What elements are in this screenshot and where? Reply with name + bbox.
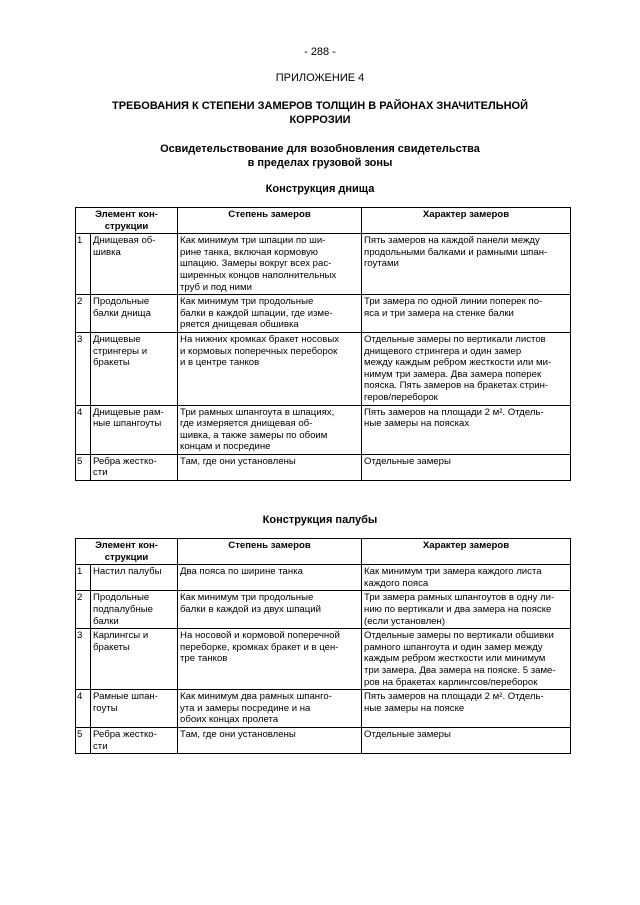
header-nature: Характер замеров [362, 208, 571, 234]
table-deck-structure [75, 538, 571, 754]
cell-line: переборке, кромках бракет и в цен- [180, 641, 339, 653]
cell-line: Рамные шпан- [93, 691, 158, 703]
cell-line: бракеты [93, 357, 130, 369]
cell-line: труб и под ними [180, 281, 252, 293]
nature-cell [362, 454, 571, 480]
element-cell [91, 454, 178, 480]
row-number-cell: 5 [76, 454, 91, 480]
degree-cell [178, 727, 362, 753]
element-cell [91, 629, 178, 690]
table-bottom-structure [75, 207, 571, 481]
cell-line: На носовой и кормовой поперечной [180, 630, 340, 642]
cell-line: балки днища [93, 307, 151, 319]
table-row [76, 690, 571, 728]
subtitle-line: Освидетельствование для возобновления свидетельства [160, 143, 480, 155]
cell-line: ные замеры на пояске [364, 702, 465, 714]
row-number-cell: 3 [76, 332, 91, 405]
section-heading-deck: Конструкция палубы [262, 514, 378, 526]
cell-line: Отдельные замеры [364, 455, 451, 467]
cell-line: Как минимум три замера каждого листа [364, 566, 542, 578]
element-cell [91, 234, 178, 295]
cell-line: концам и посредине [180, 441, 271, 453]
cell-line: ряется днищевая обшивка [180, 319, 299, 331]
subtitle-line: в пределах грузовой зоны [247, 157, 393, 169]
degree-cell [178, 629, 362, 690]
element-cell [91, 295, 178, 333]
row-number-cell: 3 [76, 629, 91, 690]
cell-line: Отдельные замеры по вертикали обшивки [364, 630, 554, 642]
row-number-cell: 4 [76, 690, 91, 728]
nature-cell [362, 727, 571, 753]
cell-line: Как минимум три продольные [180, 592, 314, 604]
cell-line: пояска. Пять замеров на бракетах стрин- [364, 380, 549, 392]
cell-line: Отдельные замеры по вертикали листов [364, 333, 546, 345]
header-degree: Степень замеров [178, 208, 362, 234]
cell-line: Продольные [93, 592, 150, 604]
cell-line: и кормовых поперечных переборок [180, 345, 338, 357]
cell-line: Днищевые [93, 333, 141, 345]
cell-line: стрингеры и [93, 345, 148, 357]
degree-cell [178, 454, 362, 480]
cell-line: Как минимум два рамных шпанго- [180, 691, 332, 703]
document-title [0, 99, 640, 127]
header-element: Элемент кон- струкции [76, 208, 178, 234]
degree-cell [178, 690, 362, 728]
table-row [76, 629, 571, 690]
cell-line: (если установлен) [364, 615, 446, 627]
cell-line: подпалубные [93, 603, 153, 615]
title-line: ТРЕБОВАНИЯ К СТЕПЕНИ ЗАМЕРОВ ТОЛЩИН В РАЙОНАХ ЗНАЧИТЕЛЬНОЙ [111, 100, 529, 112]
cell-line: гоутами [364, 258, 399, 270]
cell-line: где измеряется днищевая об- [180, 418, 313, 430]
row-number-cell: 4 [76, 405, 91, 454]
cell-line: сти [93, 740, 108, 752]
page-number: - 288 - [304, 46, 336, 58]
cell-line: Пять замеров на площади 2 м². Отдель- [364, 691, 544, 703]
cell-line: балки [93, 615, 119, 627]
section-heading-bottom: Конструкция днища [265, 183, 375, 195]
cell-line: днищевого стрингера и один замер [364, 345, 522, 357]
cell-line: ров на бракетах карлингсов/переборок [364, 676, 538, 688]
cell-line: Продольные [93, 296, 150, 308]
degree-cell [178, 591, 362, 629]
element-cell [91, 591, 178, 629]
table-header-row [76, 208, 571, 234]
header-nature: Характер замеров [362, 539, 571, 565]
cell-line: Там, где они установлены [180, 455, 296, 467]
cell-line: Пять замеров на площади 2 м². Отдель- [364, 406, 544, 418]
cell-line: Настил палубы [93, 566, 162, 578]
degree-cell [178, 405, 362, 454]
cell-line: тре танков [180, 653, 228, 665]
row-number-cell: 2 [76, 295, 91, 333]
cell-line: Три рамных шпангоута в шпациях, [180, 406, 335, 418]
row-number-cell: 1 [76, 234, 91, 295]
cell-line: нию по вертикали и два замера на пояске [364, 603, 552, 615]
cell-line: Днищевая об- [93, 235, 156, 247]
cell-line: шивка, а также замеры по обоим [180, 429, 328, 441]
cell-line: Три замера рамных шпангоутов в одну ли- [364, 592, 555, 604]
cell-line: Днищевые рам- [93, 406, 164, 418]
cell-line: шивка [93, 246, 121, 258]
table-row [76, 454, 571, 480]
element-cell [91, 405, 178, 454]
degree-cell [178, 565, 362, 591]
table-row [76, 405, 571, 454]
element-cell [91, 565, 178, 591]
cell-line: Как минимум три продольные [180, 296, 314, 308]
cell-line: Карлингсы и [93, 630, 149, 642]
nature-cell [362, 690, 571, 728]
cell-line: нимум три замера. Два замера поперек [364, 368, 542, 380]
row-number-cell: 5 [76, 727, 91, 753]
degree-cell [178, 332, 362, 405]
cell-line: бракеты [93, 641, 130, 653]
nature-cell [362, 295, 571, 333]
header-element: Элемент кон- струкции [76, 539, 178, 565]
cell-line: ные шпангоуты [93, 418, 162, 430]
table-row [76, 565, 571, 591]
cell-line: геров/переборок [364, 391, 438, 403]
cell-line: ные замеры на поясках [364, 418, 470, 430]
cell-line: гоуты [93, 702, 118, 714]
nature-cell [362, 405, 571, 454]
element-cell [91, 727, 178, 753]
degree-cell [178, 234, 362, 295]
table-row [76, 234, 571, 295]
table-header-row [76, 539, 571, 565]
row-number-cell: 2 [76, 591, 91, 629]
table-row [76, 591, 571, 629]
cell-line: рине танка, включая кормовую [180, 246, 318, 258]
cell-line: каждым ребром жесткости или минимум [364, 653, 546, 665]
cell-line: Два пояса по ширине танка [180, 566, 303, 578]
cell-line: каждого пояса [364, 577, 429, 589]
element-cell [91, 332, 178, 405]
nature-cell [362, 629, 571, 690]
table-row [76, 727, 571, 753]
cell-line: три замера. Два замера на пояске. 5 заме- [364, 664, 556, 676]
cell-line: Ребра жестко- [93, 728, 157, 740]
cell-line: Три замера по одной линии поперек по- [364, 296, 543, 308]
cell-line: балки в каждой шпации, где изме- [180, 307, 333, 319]
cell-line: балки в каждой из двух шпаций [180, 603, 321, 615]
cell-line: Как минимум три шпации по ши- [180, 235, 326, 247]
cell-line: Там, где они установлены [180, 728, 296, 740]
cell-line: На нижних кромках бракет носовых [180, 333, 340, 345]
row-number-cell: 1 [76, 565, 91, 591]
cell-line: Пять замеров на каждой панели между [364, 235, 540, 247]
cell-line: между каждым ребром жесткости или ми- [364, 357, 552, 369]
element-cell [91, 690, 178, 728]
cell-line: сти [93, 467, 108, 479]
table-row [76, 295, 571, 333]
cell-line: рамного шпангоута и один замер между [364, 641, 543, 653]
cell-line: ута и замеры посредине и на [180, 702, 311, 714]
header-degree: Степень замеров [178, 539, 362, 565]
cell-line: Отдельные замеры [364, 728, 451, 740]
cell-line: обоих концах пролета [180, 714, 279, 726]
nature-cell [362, 234, 571, 295]
cell-line: шпацию. Замеры вокруг всех рас- [180, 258, 332, 270]
nature-cell [362, 332, 571, 405]
appendix-label: ПРИЛОЖЕНИЕ 4 [275, 72, 365, 84]
cell-line: продольными балками и рамными шпан- [364, 246, 548, 258]
cell-line: и в центре танков [180, 357, 260, 369]
nature-cell [362, 591, 571, 629]
title-line: КОРРОЗИИ [289, 114, 351, 126]
cell-line: ширенных концов наполнительных [180, 269, 337, 281]
cell-line: яса и три замера на стенке балки [364, 307, 514, 319]
cell-line: Ребра жестко- [93, 455, 157, 467]
table-row [76, 332, 571, 405]
document-subtitle [0, 142, 640, 170]
degree-cell [178, 295, 362, 333]
nature-cell [362, 565, 571, 591]
